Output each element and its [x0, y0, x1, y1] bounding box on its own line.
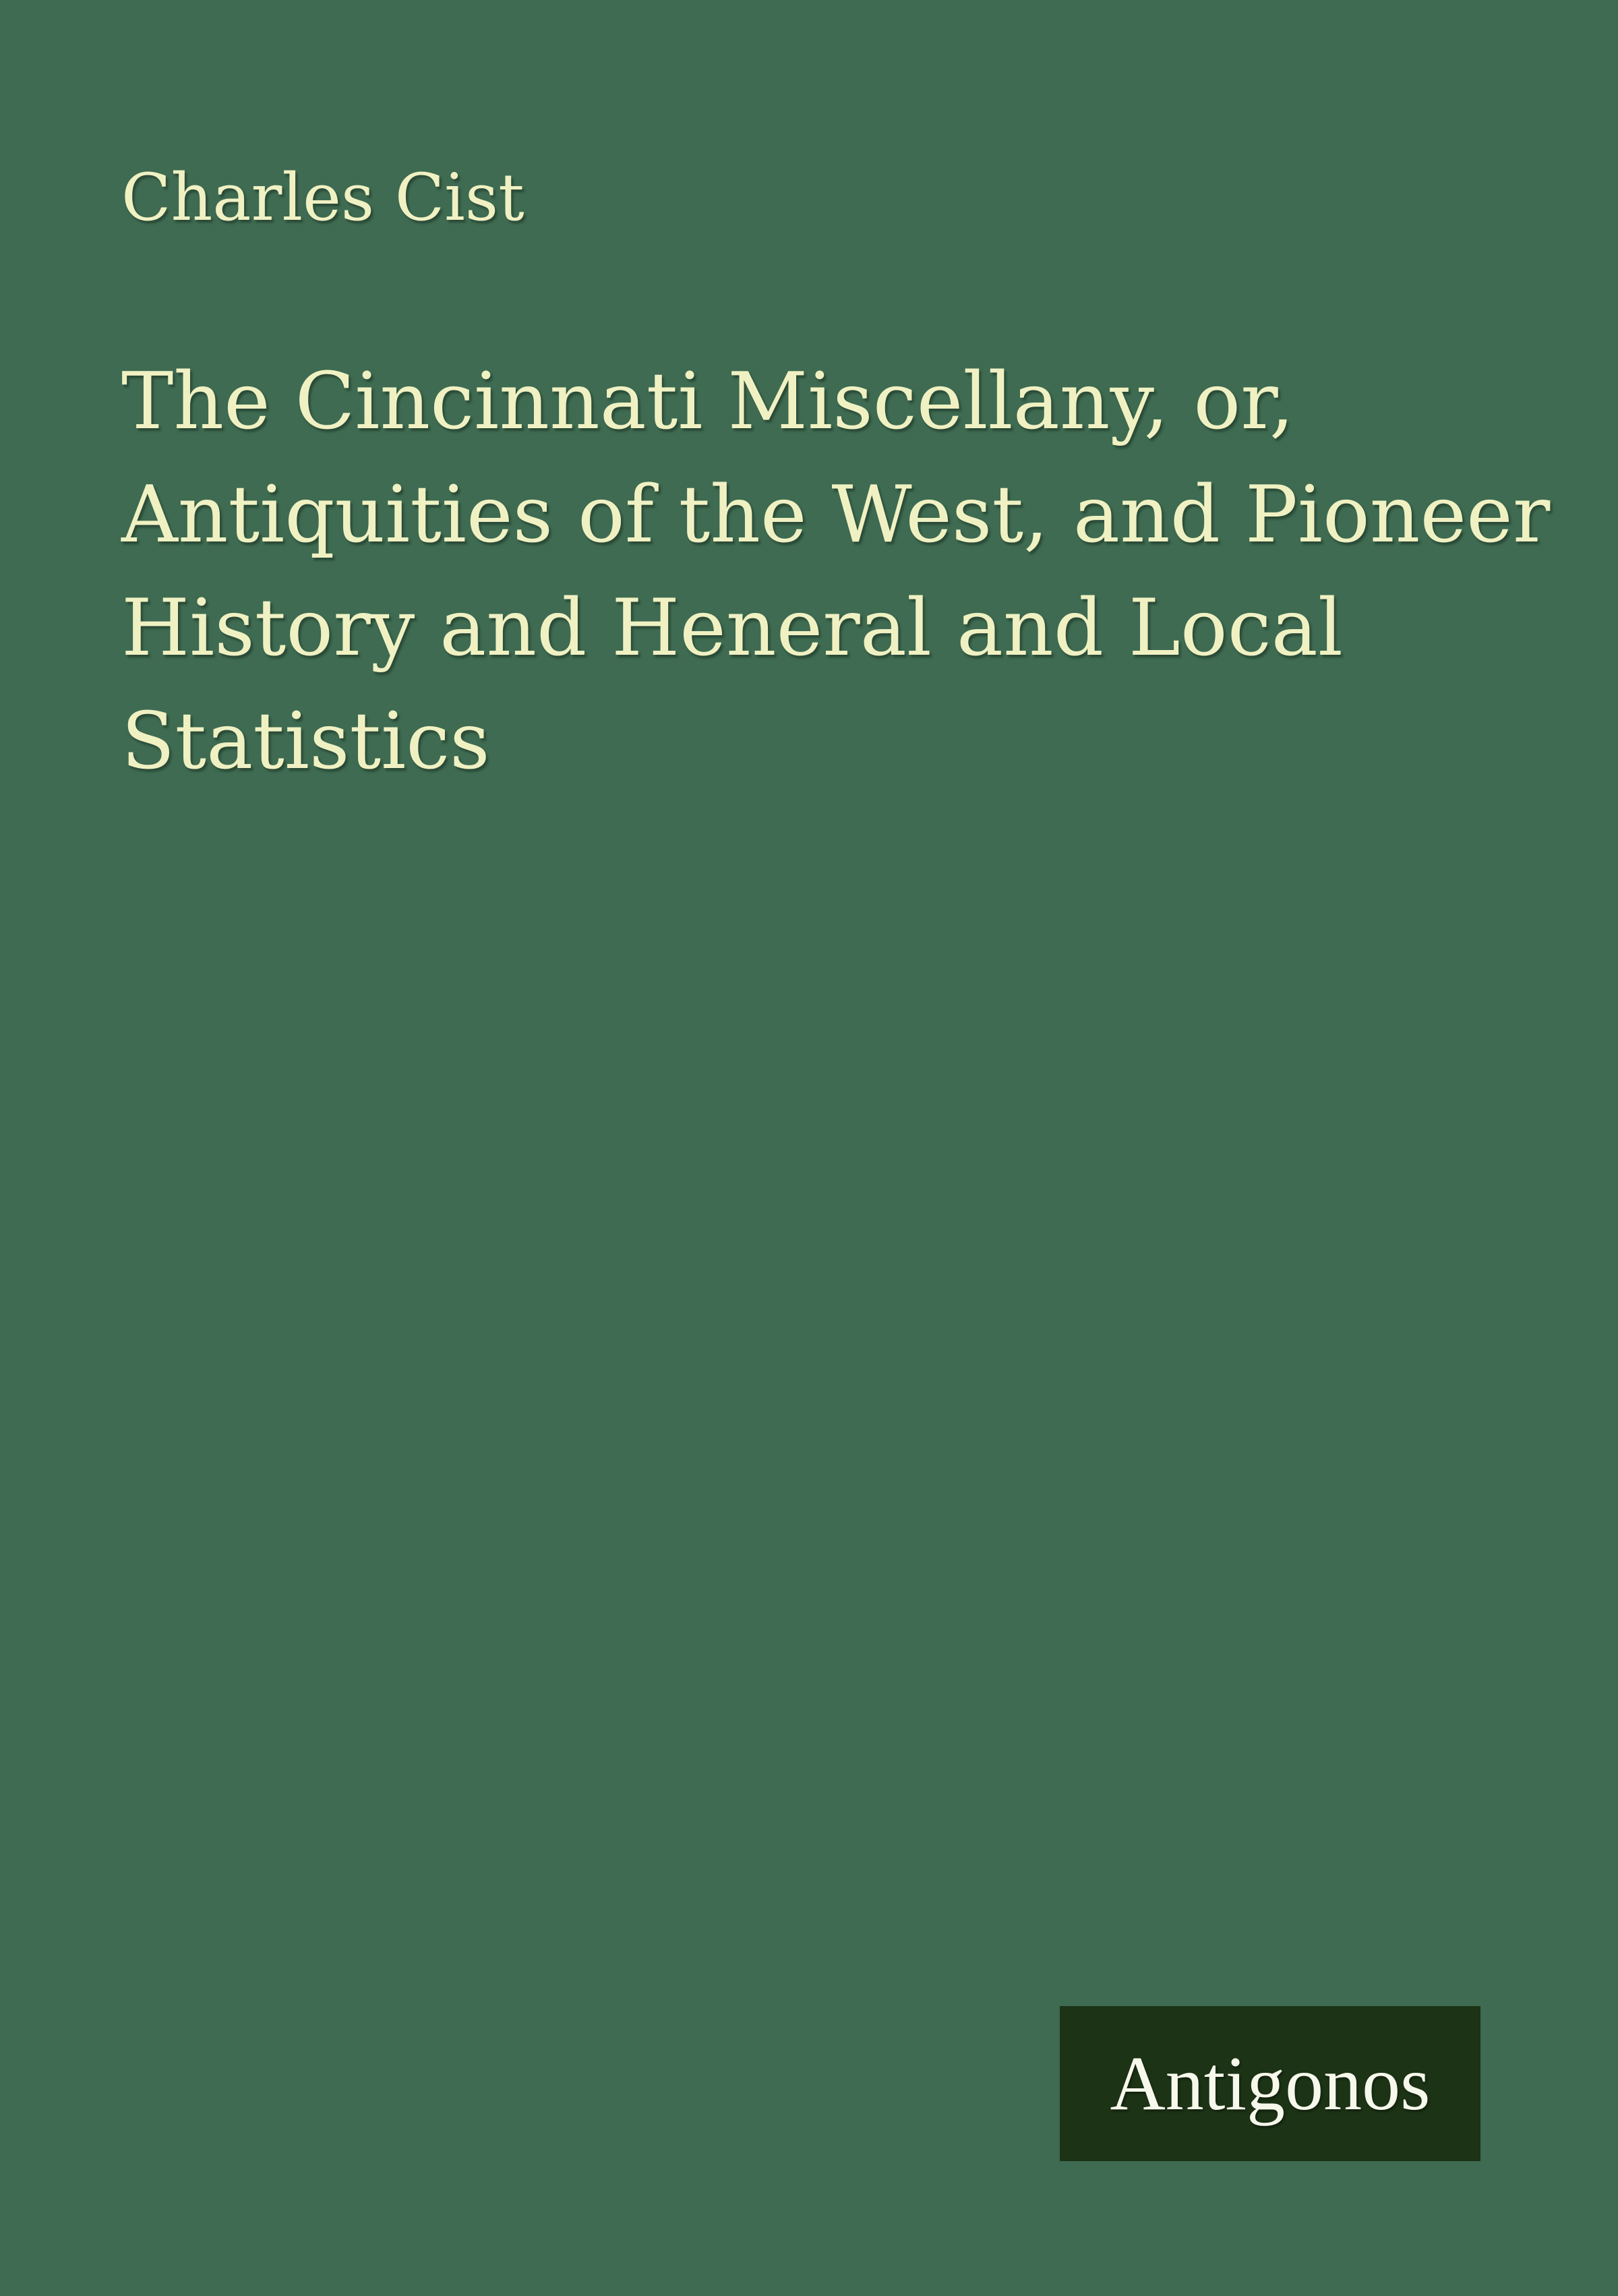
publisher-logo-box: [1060, 2006, 1480, 2161]
author-name: Charles Cist: [121, 160, 525, 235]
title-line-3: History and Heneral and Local: [121, 583, 1343, 674]
publisher-name: Antigonos: [1110, 2040, 1431, 2126]
title-line-4: Statistics: [121, 696, 490, 787]
book-title: [121, 345, 1551, 798]
title-line-2: Antiquities of the West, and Pioneer: [121, 469, 1551, 560]
title-line-1: The Cincinnati Miscellany, or,: [121, 356, 1294, 447]
